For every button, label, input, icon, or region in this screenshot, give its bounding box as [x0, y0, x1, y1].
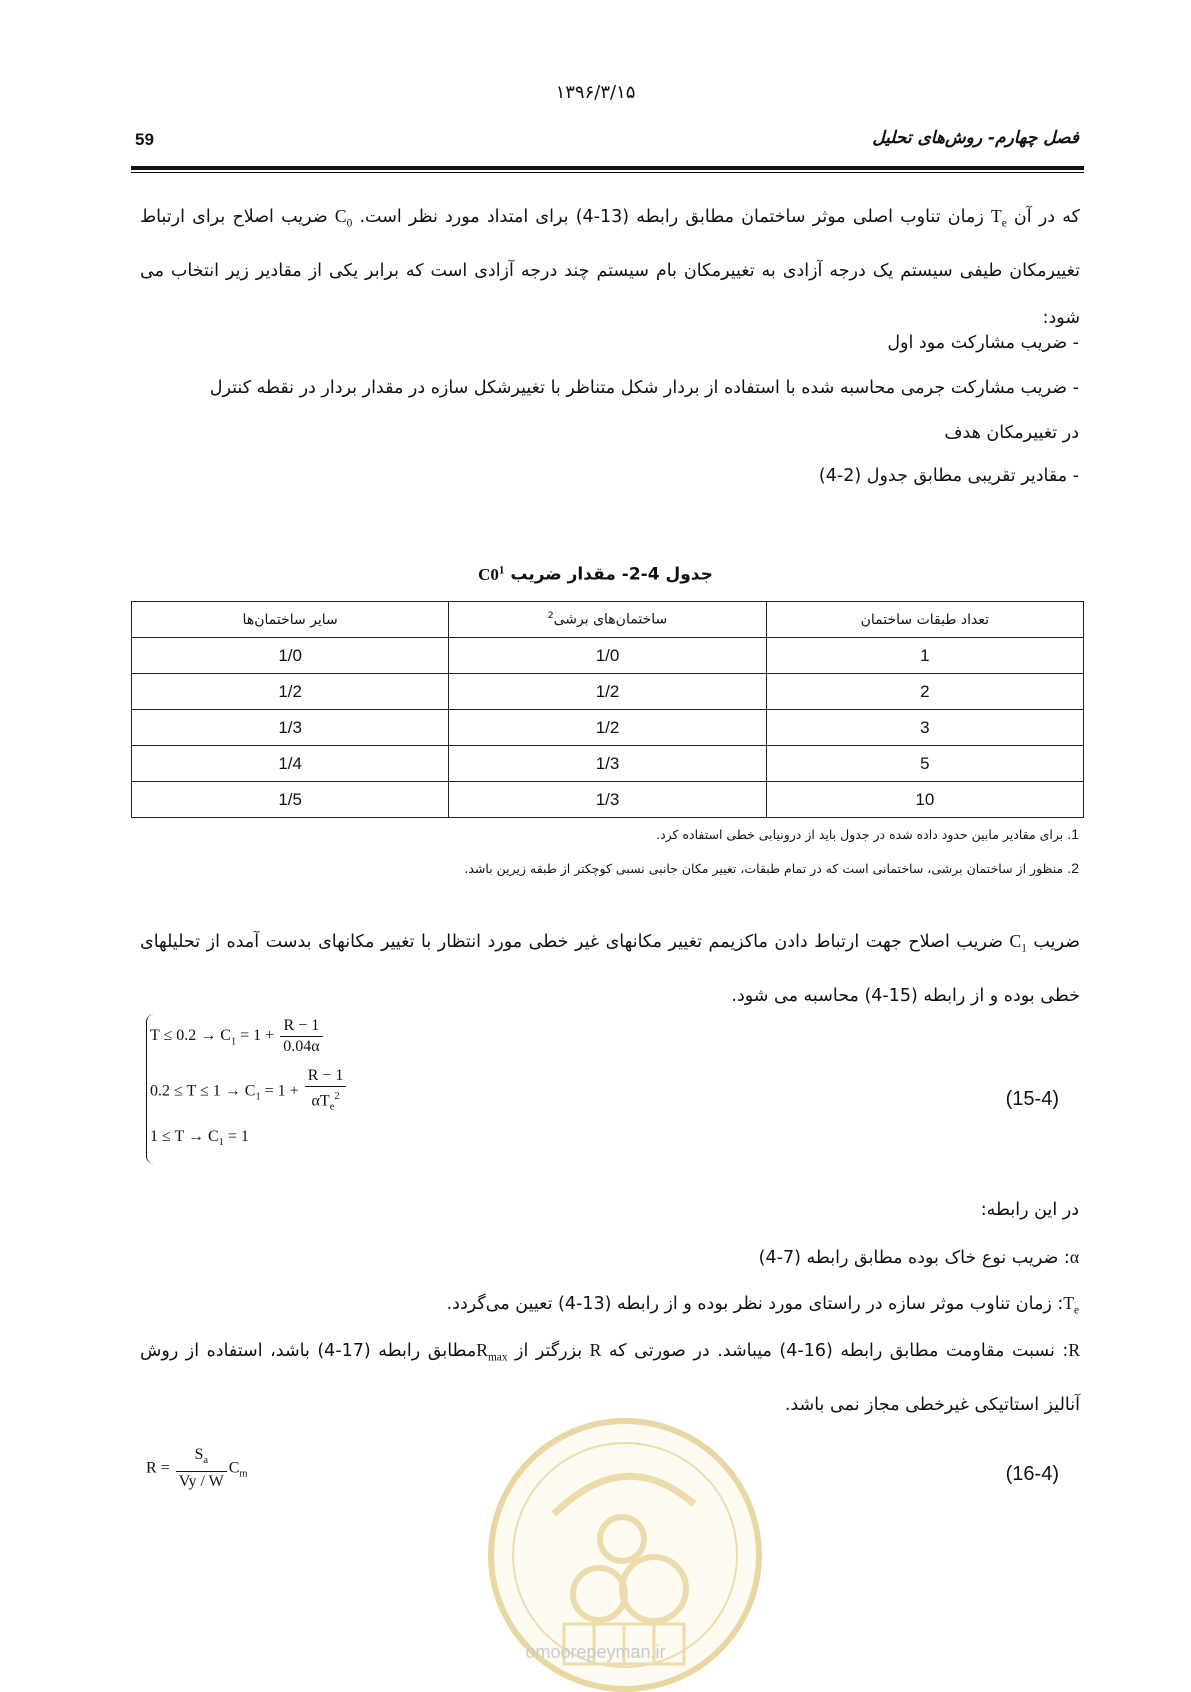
- te-symbol: $T_e$: [1063, 1293, 1079, 1317]
- c0-symbol: $C_0$: [334, 206, 353, 230]
- footnote-1: 1. برای مقادیر مابین حدود داده شده در جدول باید از درونیابی خطی استفاده کرد.: [656, 826, 1079, 842]
- watermark-url: omoorepeyman.ir: [525, 1642, 666, 1662]
- option-mass-participation-cont: در تغییرمکان هدف: [944, 423, 1079, 443]
- table-header-row: [132, 602, 1084, 638]
- table-row: [132, 782, 1084, 818]
- alpha-definition: α: ضریب نوع خاک بوده مطابق رابطه (7-4): [758, 1247, 1079, 1268]
- option-mass-participation: - ضریب مشارکت جرمی محاسبه شده با استفاده از بردار شکل متناظر با تغییرشکل سازه در مقدار بردار در نقطه کنترل: [209, 378, 1079, 398]
- eq16-label: (16-4): [1005, 1463, 1059, 1485]
- table-cell: 1/3: [449, 746, 766, 782]
- table-cell: 10: [766, 782, 1083, 818]
- table-cell: 1/0: [132, 638, 449, 674]
- header-shear-buildings: ساختمان‌های برشی$^2$: [449, 602, 766, 638]
- document-date: ۱۳۹۶/۳/۱۵: [555, 82, 636, 103]
- header-rule-thick: [131, 166, 1084, 170]
- c0-table: [131, 601, 1084, 818]
- eq15-label: (15-4): [1005, 1088, 1059, 1110]
- where-intro: در این رابطه:: [980, 1200, 1079, 1220]
- intro-paragraph: که در آن $T_e$ زمان تناوب اصلی موثر ساختمان مطابق رابطه (13-4) برای امتداد مورد نظر است. $C_0$ ضریب اصلاح برای ارتباط تغییرمکان طیفی سیستم یک درجه آزادی به تغییرمکان بام سیستم چند درجه آزادی است که برابر یکی از مقادیر زیر انتخاب می شود:: [140, 206, 1080, 328]
- c1-symbol: $C_1$: [1009, 931, 1027, 955]
- te-symbol: $T_e$: [990, 206, 1007, 230]
- footnote-2: 2. منظور از ساختمان برشی، ساختمانی است که در تمام طبقات، تغییر مکان جانبی نسبی کوچکتر از طبقه زیرین باشد.: [464, 860, 1079, 876]
- chapter-title: فصل چهارم- روش‌های تحلیل: [872, 128, 1079, 148]
- table-cell: 1/2: [449, 710, 766, 746]
- table-cell: 1/3: [449, 782, 766, 818]
- header-other-buildings: سایر ساختمان‌ها: [132, 602, 449, 638]
- table-cell: 1/5: [132, 782, 449, 818]
- eq16-formula: R = $\frac{S_a}{Vy / W}$ $C_m$: [146, 1446, 248, 1491]
- rmax-symbol: $R_{max}$: [476, 1340, 508, 1364]
- table-row: [132, 638, 1084, 674]
- header-rule-thin: [131, 172, 1084, 173]
- caption-symbol: $C0^1$: [478, 564, 505, 584]
- table-cell: 1: [766, 638, 1083, 674]
- table-cell: 2: [766, 674, 1083, 710]
- header-stories: تعداد طبقات ساختمان: [766, 602, 1083, 638]
- table-cell: 1/3: [132, 710, 449, 746]
- r-definition: R: نسبت مقاومت مطابق رابطه (16-4) میباشد. در صورتی که R بزرگتر از $R_{max}مطابق$ رابطه (17-4) باشد، استفاده از روش آنالیز استاتیکی غیرخطی مجاز نمی باشد.: [140, 1340, 1081, 1415]
- page-number: 59: [135, 130, 154, 149]
- eq15-case1: $T \le 0.2 \to C_1 = 1$ + $\frac{R - 1}{0.04\alpha}$: [150, 1016, 325, 1057]
- table-cell: 5: [766, 746, 1083, 782]
- table-cell: 1/0: [449, 638, 766, 674]
- eq15-case3: $1 \le T \to C_1 = 1$: [150, 1128, 249, 1149]
- option-approximate-values: - مقادیر تقریبی مطابق جدول (2-4): [818, 466, 1079, 486]
- table-row: [132, 710, 1084, 746]
- table-caption: جدول 4-2- مقدار ضریب $C0^1$: [478, 564, 713, 585]
- table-cell: 1/2: [449, 674, 766, 710]
- option-first-mode: - ضریب مشارکت مود اول: [887, 333, 1079, 353]
- table-cell: 3: [766, 710, 1083, 746]
- eq15-case2: $0.2 \le T \le 1 \to C_1 = 1$ + $\frac{R - 1}{\alpha T_e^2}$: [150, 1066, 348, 1118]
- table-cell: 1/2: [132, 674, 449, 710]
- table-row: [132, 674, 1084, 710]
- table-row: [132, 746, 1084, 782]
- te-definition: $T_e$: زمان تناوب موثر سازه در راستای مورد نظر بوده و از رابطه (13-4) تعیین می‌گردد.: [446, 1293, 1079, 1317]
- c1-paragraph: ضریب $C_1$ ضریب اصلاح جهت ارتباط دادن ماکزیمم تغییر مکانهای غیر خطی مورد انتظار با تغییر مکانهای بدست آمده از تحلیلهای خطی بوده و از رابطه (15-4) محاسبه می شود.: [140, 931, 1080, 1006]
- table-cell: 1/4: [132, 746, 449, 782]
